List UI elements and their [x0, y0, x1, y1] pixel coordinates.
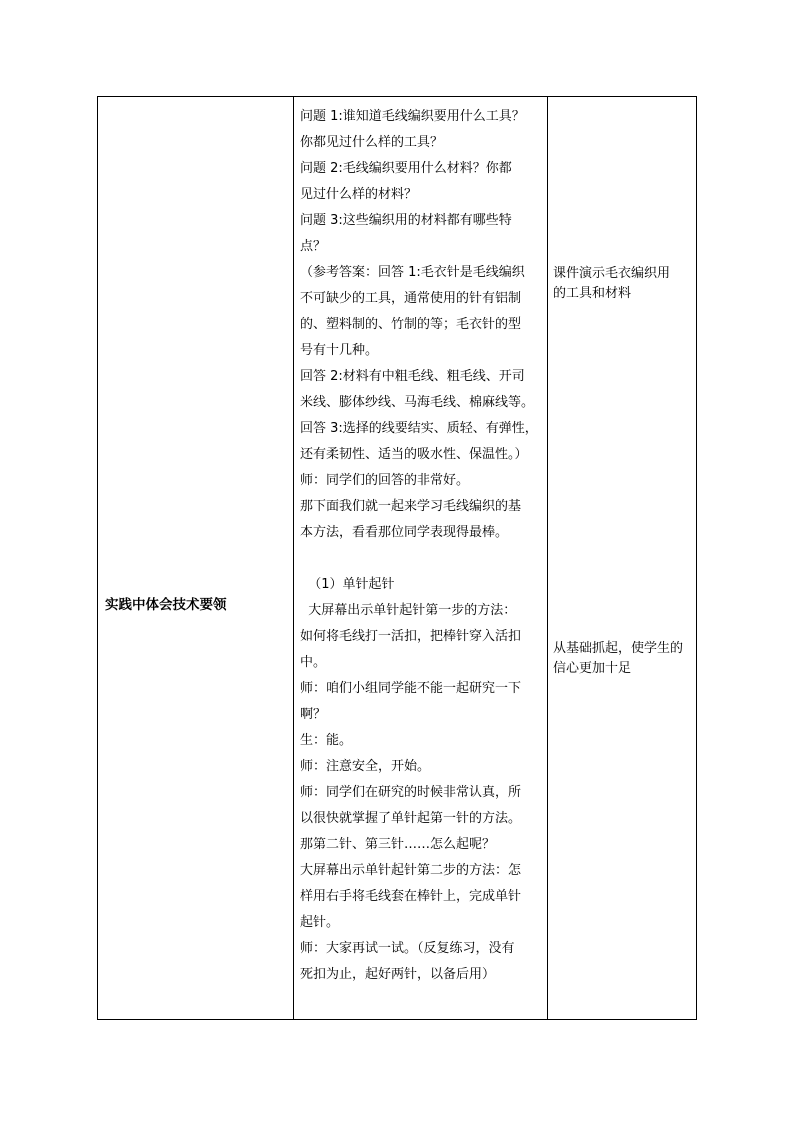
activity-line: 问题 1:谁知道毛线编织要用什么工具？	[300, 109, 525, 124]
activity-line: 米线、膨体纱线、马海毛线、棉麻线等。	[300, 395, 535, 410]
note-line: 从基础抓起，使学生的	[553, 641, 684, 656]
activity-line: 见过什么样的材料？	[300, 187, 418, 202]
lesson-plan-table	[97, 96, 697, 1020]
activity-line: 问题 2:毛线编织要用什么材料？你都	[300, 161, 512, 176]
activity-line: 师：咱们小组同学能不能一起研究一下	[300, 681, 522, 696]
activity-line: 不可缺少的工具，通常使用的针有铝制	[300, 291, 522, 306]
activity-line: 师：注意安全，开始。	[300, 759, 431, 774]
note-line: 信心更加十足	[553, 661, 632, 676]
activity-line: 大屏幕出示单针起针第二步的方法：怎	[300, 863, 522, 878]
activity-line: 那第二针、第三针……怎么起呢？	[300, 837, 496, 852]
activity-line: 样用右手将毛线套在棒针上，完成单针	[300, 889, 522, 904]
activity-line: 本方法，看看那位同学表现得最棒。	[300, 525, 509, 540]
design-note-basics	[553, 639, 693, 679]
activity-line: （1）单针起针	[300, 577, 395, 592]
activity-line: 生：能。	[300, 733, 353, 748]
activity-line: 你都见过什么样的工具？	[300, 135, 444, 150]
note-line: 课件演示毛衣编织用	[553, 266, 671, 281]
activity-line: 的、塑料制的、竹制的等；毛衣针的型	[300, 317, 522, 332]
activity-line: 点？	[300, 239, 327, 254]
column-divider	[547, 97, 548, 1019]
activity-line: 问题 3:这些编织用的材料都有哪些特	[300, 213, 512, 228]
activity-line: 如何将毛线打一活扣，把棒针穿入活扣	[300, 629, 522, 644]
column-divider	[293, 97, 294, 1019]
note-line: 的工具和材料	[553, 286, 632, 301]
activity-line: 回答 2:材料有中粗毛线、粗毛线、开司	[300, 369, 525, 384]
activity-line: 还有柔韧性、适当的吸水性、保温性。）	[300, 447, 528, 462]
activity-line: 师：同学们在研究的时候非常认真，所	[300, 785, 522, 800]
activity-line: 啊？	[300, 707, 327, 722]
activity-line: （参考答案：回答 1:毛衣针是毛线编织	[300, 265, 525, 280]
activity-line: 回答 3:选择的线要结实、质轻、有弹性，	[300, 421, 538, 436]
teaching-activity-text	[300, 104, 544, 988]
activity-line: 大屏幕出示单针起针第一步的方法：	[300, 603, 517, 618]
stage-label: 实践中体会技术要领	[105, 597, 227, 613]
activity-line: 死扣为止，起好两针，以备后用）	[300, 967, 496, 982]
activity-line: 师：大家再试一试。（反复练习，没有	[300, 941, 515, 956]
activity-line: 师：同学们的回答的非常好。	[300, 473, 470, 488]
blank-line	[300, 546, 544, 572]
activity-line: 号有十几种。	[300, 343, 379, 358]
activity-line: 起针。	[300, 915, 340, 930]
activity-line: 那下面我们就一起来学习毛线编织的基	[300, 499, 522, 514]
activity-line: 中。	[300, 655, 327, 670]
activity-line: 以很快就掌握了单针起第一针的方法。	[300, 811, 522, 826]
design-note-courseware	[553, 264, 693, 304]
